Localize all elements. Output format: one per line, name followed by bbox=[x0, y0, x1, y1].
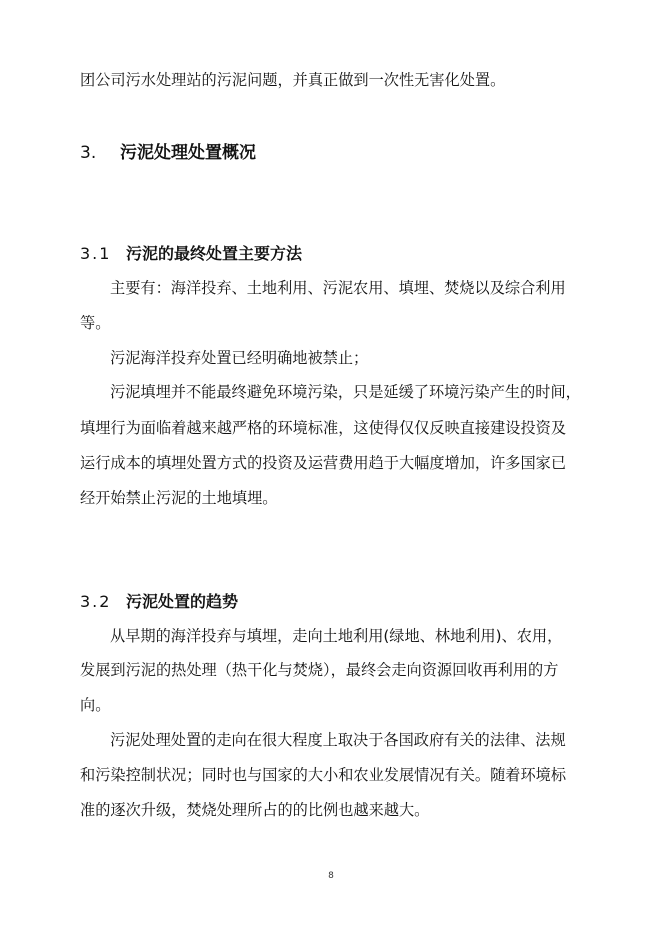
section-3-1-line: 填埋行为面临着越来越严格的环境标准，这使得仅仅反映直接建设投资及 bbox=[80, 419, 566, 437]
section-3-2-line: 发展到污泥的热处理（热干化与焚烧），最终会走向资源回收再利用的方 bbox=[80, 661, 559, 679]
section-3-heading bbox=[80, 142, 256, 164]
section-3-1-line: 经开始禁止污泥的土地填埋。 bbox=[80, 489, 278, 507]
section-3-1-line: 污泥海洋投弃处置已经明确地被禁止； bbox=[110, 349, 369, 367]
section-3-1-line: 等。 bbox=[80, 314, 111, 332]
section-3-1-number: 3.1 bbox=[80, 244, 112, 263]
section-3-number: 3. bbox=[80, 143, 97, 163]
section-3-2-line: 向。 bbox=[80, 696, 111, 714]
continuation-paragraph: 团公司污水处理站的污泥问题，并真正做到一次性无害化处置。 bbox=[80, 71, 506, 89]
section-3-2-title: 污泥处置的趋势 bbox=[126, 592, 239, 611]
section-3-1-line: 主要有：海洋投弃、土地利用、污泥农用、填埋、焚烧以及综合利用 bbox=[110, 279, 566, 297]
page-number: 8 bbox=[328, 871, 334, 881]
section-3-1-line: 污泥填埋并不能最终避免环境污染，只是延缓了环境污染产生的时间， bbox=[110, 383, 581, 401]
section-3-2-number: 3.2 bbox=[80, 592, 112, 611]
section-3-2-line: 污泥处理处置的走向在很大程度上取决于各国政府有关的法律、法规 bbox=[110, 731, 566, 749]
section-3-1-heading bbox=[80, 244, 302, 264]
section-3-1-title: 污泥的最终处置主要方法 bbox=[126, 244, 303, 263]
section-3-title: 污泥处理处置概况 bbox=[120, 143, 256, 163]
section-3-2-line: 准的逐次升级，焚烧处理所占的的比例也越来越大。 bbox=[80, 801, 430, 819]
section-3-2-line: 和污染控制状况；同时也与国家的大小和农业发展情况有关。随着环境标 bbox=[80, 766, 566, 784]
section-3-2-line: 从早期的海洋投弃与填埋，走向土地利用(绿地、林地利用)、农用， bbox=[110, 627, 563, 645]
section-3-1-line: 运行成本的填埋处置方式的投资及运营费用趋于大幅度增加，许多国家已 bbox=[80, 454, 566, 472]
section-3-2-heading bbox=[80, 592, 238, 612]
